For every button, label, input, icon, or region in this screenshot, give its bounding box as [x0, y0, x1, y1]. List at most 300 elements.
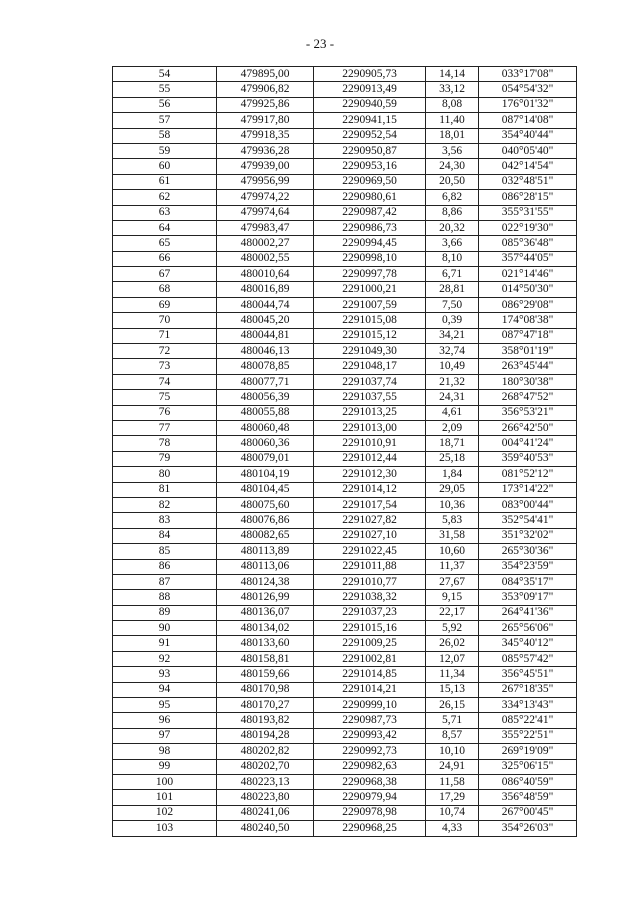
bearing-cell: 086°40'59"	[479, 774, 577, 789]
table-row	[113, 344, 577, 359]
table-row	[113, 513, 577, 528]
point-number-cell: 82	[113, 497, 217, 512]
distance-cell: 11,34	[426, 667, 479, 682]
point-number-cell: 85	[113, 544, 217, 559]
bearing-cell: 086°28'15"	[479, 190, 577, 205]
bearing-cell: 356°48'59"	[479, 790, 577, 805]
x-coordinate-cell: 479983,47	[217, 220, 314, 235]
table-row	[113, 528, 577, 543]
x-coordinate-cell: 480010,64	[217, 267, 314, 282]
y-coordinate-cell: 2290968,25	[314, 821, 426, 836]
y-coordinate-cell: 2291037,23	[314, 605, 426, 620]
table-row	[113, 113, 577, 128]
distance-cell: 22,17	[426, 605, 479, 620]
point-number-cell: 56	[113, 97, 217, 112]
bearing-cell: 081°52'12"	[479, 467, 577, 482]
point-number-cell: 73	[113, 359, 217, 374]
table-row	[113, 282, 577, 297]
table-row	[113, 574, 577, 589]
table-row	[113, 190, 577, 205]
point-number-cell: 69	[113, 297, 217, 312]
table-row	[113, 374, 577, 389]
bearing-cell: 040°05'40"	[479, 143, 577, 158]
distance-cell: 11,37	[426, 559, 479, 574]
y-coordinate-cell: 2290986,73	[314, 220, 426, 235]
y-coordinate-cell: 2290980,61	[314, 190, 426, 205]
y-coordinate-cell: 2291002,81	[314, 651, 426, 666]
y-coordinate-cell: 2291013,25	[314, 405, 426, 420]
bearing-cell: 265°56'06"	[479, 621, 577, 636]
table-row	[113, 790, 577, 805]
bearing-cell: 180°30'38"	[479, 374, 577, 389]
bearing-cell: 354°23'59"	[479, 559, 577, 574]
bearing-cell: 355°22'51"	[479, 728, 577, 743]
distance-cell: 20,32	[426, 220, 479, 235]
y-coordinate-cell: 2290969,50	[314, 174, 426, 189]
bearing-cell: 359°40'53"	[479, 451, 577, 466]
point-number-cell: 54	[113, 67, 217, 82]
bearing-cell: 356°45'51"	[479, 667, 577, 682]
bearing-cell: 087°14'08"	[479, 113, 577, 128]
point-number-cell: 94	[113, 682, 217, 697]
point-number-cell: 97	[113, 728, 217, 743]
distance-cell: 20,50	[426, 174, 479, 189]
table-row	[113, 267, 577, 282]
y-coordinate-cell: 2291010,77	[314, 574, 426, 589]
y-coordinate-cell: 2290982,63	[314, 759, 426, 774]
table-row	[113, 359, 577, 374]
point-number-cell: 76	[113, 405, 217, 420]
bearing-cell: 263°45'44"	[479, 359, 577, 374]
point-number-cell: 86	[113, 559, 217, 574]
distance-cell: 8,10	[426, 251, 479, 266]
bearing-cell: 267°18'35"	[479, 682, 577, 697]
point-number-cell: 77	[113, 420, 217, 435]
point-number-cell: 64	[113, 220, 217, 235]
bearing-cell: 345°40'12"	[479, 636, 577, 651]
bearing-cell: 265°30'36"	[479, 544, 577, 559]
x-coordinate-cell: 479917,80	[217, 113, 314, 128]
distance-cell: 5,92	[426, 621, 479, 636]
bearing-cell: 033°17'08"	[479, 67, 577, 82]
y-coordinate-cell: 2291027,10	[314, 528, 426, 543]
bearing-cell: 085°36'48"	[479, 236, 577, 251]
distance-cell: 8,08	[426, 97, 479, 112]
bearing-cell: 351°32'02"	[479, 528, 577, 543]
y-coordinate-cell: 2290905,73	[314, 67, 426, 82]
distance-cell: 29,05	[426, 482, 479, 497]
x-coordinate-cell: 480044,74	[217, 297, 314, 312]
point-number-cell: 91	[113, 636, 217, 651]
table-row	[113, 67, 577, 82]
distance-cell: 14,14	[426, 67, 479, 82]
x-coordinate-cell: 480134,02	[217, 621, 314, 636]
point-number-cell: 93	[113, 667, 217, 682]
table-row	[113, 774, 577, 789]
point-number-cell: 62	[113, 190, 217, 205]
point-number-cell: 84	[113, 528, 217, 543]
y-coordinate-cell: 2291000,21	[314, 282, 426, 297]
point-number-cell: 58	[113, 128, 217, 143]
table-row	[113, 297, 577, 312]
bearing-cell: 032°48'51"	[479, 174, 577, 189]
distance-cell: 4,33	[426, 821, 479, 836]
x-coordinate-cell: 479895,00	[217, 67, 314, 82]
point-number-cell: 75	[113, 390, 217, 405]
distance-cell: 10,74	[426, 805, 479, 820]
x-coordinate-cell: 480202,70	[217, 759, 314, 774]
distance-cell: 32,74	[426, 344, 479, 359]
y-coordinate-cell: 2290992,73	[314, 744, 426, 759]
point-number-cell: 102	[113, 805, 217, 820]
table-row	[113, 805, 577, 820]
table-row	[113, 159, 577, 174]
coordinates-table-body	[113, 67, 577, 837]
bearing-cell: 352°54'41"	[479, 513, 577, 528]
table-row	[113, 128, 577, 143]
bearing-cell: 054°54'32"	[479, 82, 577, 97]
y-coordinate-cell: 2290998,10	[314, 251, 426, 266]
y-coordinate-cell: 2290978,98	[314, 805, 426, 820]
table-row	[113, 82, 577, 97]
y-coordinate-cell: 2290979,94	[314, 790, 426, 805]
bearing-cell: 174°08'38"	[479, 313, 577, 328]
y-coordinate-cell: 2290952,54	[314, 128, 426, 143]
point-number-cell: 68	[113, 282, 217, 297]
y-coordinate-cell: 2290999,10	[314, 698, 426, 713]
y-coordinate-cell: 2290987,42	[314, 205, 426, 220]
y-coordinate-cell: 2290941,15	[314, 113, 426, 128]
y-coordinate-cell: 2291037,74	[314, 374, 426, 389]
table-row	[113, 759, 577, 774]
x-coordinate-cell: 480240,50	[217, 821, 314, 836]
table-row	[113, 744, 577, 759]
bearing-cell: 358°01'19"	[479, 344, 577, 359]
point-number-cell: 90	[113, 621, 217, 636]
y-coordinate-cell: 2290950,87	[314, 143, 426, 158]
point-number-cell: 92	[113, 651, 217, 666]
distance-cell: 18,71	[426, 436, 479, 451]
bearing-cell: 355°31'55"	[479, 205, 577, 220]
x-coordinate-cell: 480002,27	[217, 236, 314, 251]
x-coordinate-cell: 479974,22	[217, 190, 314, 205]
distance-cell: 28,81	[426, 282, 479, 297]
y-coordinate-cell: 2291015,08	[314, 313, 426, 328]
x-coordinate-cell: 480104,45	[217, 482, 314, 497]
x-coordinate-cell: 479936,28	[217, 143, 314, 158]
x-coordinate-cell: 480124,38	[217, 574, 314, 589]
x-coordinate-cell: 480082,65	[217, 528, 314, 543]
table-row	[113, 497, 577, 512]
point-number-cell: 67	[113, 267, 217, 282]
point-number-cell: 80	[113, 467, 217, 482]
bearing-cell: 087°47'18"	[479, 328, 577, 343]
x-coordinate-cell: 480170,27	[217, 698, 314, 713]
x-coordinate-cell: 480002,55	[217, 251, 314, 266]
bearing-cell: 022°19'30"	[479, 220, 577, 235]
x-coordinate-cell: 479956,99	[217, 174, 314, 189]
table-row	[113, 451, 577, 466]
distance-cell: 7,50	[426, 297, 479, 312]
y-coordinate-cell: 2291017,54	[314, 497, 426, 512]
table-row	[113, 313, 577, 328]
x-coordinate-cell: 480045,20	[217, 313, 314, 328]
distance-cell: 12,07	[426, 651, 479, 666]
point-number-cell: 63	[113, 205, 217, 220]
bearing-cell: 357°44'05"	[479, 251, 577, 266]
distance-cell: 5,83	[426, 513, 479, 528]
table-row	[113, 143, 577, 158]
point-number-cell: 103	[113, 821, 217, 836]
y-coordinate-cell: 2291038,32	[314, 590, 426, 605]
table-row	[113, 405, 577, 420]
point-number-cell: 70	[113, 313, 217, 328]
x-coordinate-cell: 480044,81	[217, 328, 314, 343]
y-coordinate-cell: 2291013,00	[314, 420, 426, 435]
bearing-cell: 021°14'46"	[479, 267, 577, 282]
distance-cell: 25,18	[426, 451, 479, 466]
x-coordinate-cell: 479906,82	[217, 82, 314, 97]
x-coordinate-cell: 480126,99	[217, 590, 314, 605]
x-coordinate-cell: 480016,89	[217, 282, 314, 297]
bearing-cell: 267°00'45"	[479, 805, 577, 820]
distance-cell: 34,21	[426, 328, 479, 343]
y-coordinate-cell: 2290953,16	[314, 159, 426, 174]
table-row	[113, 420, 577, 435]
point-number-cell: 78	[113, 436, 217, 451]
bearing-cell: 083°00'44"	[479, 497, 577, 512]
point-number-cell: 66	[113, 251, 217, 266]
bearing-cell: 042°14'54"	[479, 159, 577, 174]
distance-cell: 4,61	[426, 405, 479, 420]
distance-cell: 11,58	[426, 774, 479, 789]
x-coordinate-cell: 480078,85	[217, 359, 314, 374]
table-row	[113, 821, 577, 836]
bearing-cell: 085°57'42"	[479, 651, 577, 666]
point-number-cell: 101	[113, 790, 217, 805]
y-coordinate-cell: 2290997,78	[314, 267, 426, 282]
x-coordinate-cell: 480158,81	[217, 651, 314, 666]
x-coordinate-cell: 480223,13	[217, 774, 314, 789]
bearing-cell: 266°42'50"	[479, 420, 577, 435]
y-coordinate-cell: 2291009,25	[314, 636, 426, 651]
x-coordinate-cell: 480075,60	[217, 497, 314, 512]
x-coordinate-cell: 480202,82	[217, 744, 314, 759]
bearing-cell: 268°47'52"	[479, 390, 577, 405]
distance-cell: 18,01	[426, 128, 479, 143]
y-coordinate-cell: 2291015,12	[314, 328, 426, 343]
y-coordinate-cell: 2291048,17	[314, 359, 426, 374]
y-coordinate-cell: 2291012,30	[314, 467, 426, 482]
distance-cell: 11,40	[426, 113, 479, 128]
point-number-cell: 79	[113, 451, 217, 466]
bearing-cell: 356°53'21"	[479, 405, 577, 420]
y-coordinate-cell: 2291037,55	[314, 390, 426, 405]
bearing-cell: 334°13'43"	[479, 698, 577, 713]
table-row	[113, 97, 577, 112]
x-coordinate-cell: 479925,86	[217, 97, 314, 112]
distance-cell: 10,36	[426, 497, 479, 512]
y-coordinate-cell: 2291012,44	[314, 451, 426, 466]
distance-cell: 24,31	[426, 390, 479, 405]
table-row	[113, 436, 577, 451]
point-number-cell: 71	[113, 328, 217, 343]
distance-cell: 24,91	[426, 759, 479, 774]
distance-cell: 8,86	[426, 205, 479, 220]
y-coordinate-cell: 2290994,45	[314, 236, 426, 251]
distance-cell: 24,30	[426, 159, 479, 174]
table-row	[113, 328, 577, 343]
distance-cell: 27,67	[426, 574, 479, 589]
x-coordinate-cell: 480046,13	[217, 344, 314, 359]
table-row	[113, 636, 577, 651]
bearing-cell: 084°35'17"	[479, 574, 577, 589]
distance-cell: 3,66	[426, 236, 479, 251]
y-coordinate-cell: 2291022,45	[314, 544, 426, 559]
point-number-cell: 83	[113, 513, 217, 528]
table-row	[113, 651, 577, 666]
page-number: - 23 -	[305, 36, 335, 51]
x-coordinate-cell: 480241,06	[217, 805, 314, 820]
point-number-cell: 61	[113, 174, 217, 189]
x-coordinate-cell: 480194,28	[217, 728, 314, 743]
distance-cell: 1,84	[426, 467, 479, 482]
x-coordinate-cell: 480055,88	[217, 405, 314, 420]
table-row	[113, 667, 577, 682]
table-row	[113, 698, 577, 713]
y-coordinate-cell: 2290968,38	[314, 774, 426, 789]
bearing-cell: 004°41'24"	[479, 436, 577, 451]
point-number-cell: 55	[113, 82, 217, 97]
distance-cell: 17,29	[426, 790, 479, 805]
bearing-cell: 325°06'15"	[479, 759, 577, 774]
x-coordinate-cell: 479918,35	[217, 128, 314, 143]
point-number-cell: 59	[113, 143, 217, 158]
distance-cell: 5,71	[426, 713, 479, 728]
x-coordinate-cell: 480136,07	[217, 605, 314, 620]
distance-cell: 3,56	[426, 143, 479, 158]
y-coordinate-cell: 2291014,12	[314, 482, 426, 497]
table-row	[113, 559, 577, 574]
table-row	[113, 236, 577, 251]
y-coordinate-cell: 2291011,88	[314, 559, 426, 574]
table-row	[113, 682, 577, 697]
table-row	[113, 205, 577, 220]
x-coordinate-cell: 480079,01	[217, 451, 314, 466]
distance-cell: 26,15	[426, 698, 479, 713]
table-row	[113, 590, 577, 605]
y-coordinate-cell: 2290913,49	[314, 82, 426, 97]
y-coordinate-cell: 2291007,59	[314, 297, 426, 312]
table-row	[113, 467, 577, 482]
table-row	[113, 390, 577, 405]
point-number-cell: 60	[113, 159, 217, 174]
table-row	[113, 482, 577, 497]
bearing-cell: 173°14'22"	[479, 482, 577, 497]
distance-cell: 8,57	[426, 728, 479, 743]
distance-cell: 2,09	[426, 420, 479, 435]
table-row	[113, 713, 577, 728]
table-row	[113, 251, 577, 266]
bearing-cell: 354°26'03"	[479, 821, 577, 836]
table-row	[113, 174, 577, 189]
bearing-cell: 086°29'08"	[479, 297, 577, 312]
x-coordinate-cell: 480223,80	[217, 790, 314, 805]
x-coordinate-cell: 480159,66	[217, 667, 314, 682]
y-coordinate-cell: 2290987,73	[314, 713, 426, 728]
point-number-cell: 96	[113, 713, 217, 728]
x-coordinate-cell: 479974,64	[217, 205, 314, 220]
point-number-cell: 65	[113, 236, 217, 251]
distance-cell: 0,39	[426, 313, 479, 328]
x-coordinate-cell: 480113,89	[217, 544, 314, 559]
distance-cell: 9,15	[426, 590, 479, 605]
y-coordinate-cell: 2291015,16	[314, 621, 426, 636]
bearing-cell: 354°40'44"	[479, 128, 577, 143]
x-coordinate-cell: 479939,00	[217, 159, 314, 174]
x-coordinate-cell: 480077,71	[217, 374, 314, 389]
bearing-cell: 353°09'17"	[479, 590, 577, 605]
y-coordinate-cell: 2291014,21	[314, 682, 426, 697]
distance-cell: 6,82	[426, 190, 479, 205]
y-coordinate-cell: 2290993,42	[314, 728, 426, 743]
x-coordinate-cell: 480076,86	[217, 513, 314, 528]
x-coordinate-cell: 480170,98	[217, 682, 314, 697]
point-number-cell: 100	[113, 774, 217, 789]
distance-cell: 15,13	[426, 682, 479, 697]
x-coordinate-cell: 480133,60	[217, 636, 314, 651]
distance-cell: 10,60	[426, 544, 479, 559]
point-number-cell: 57	[113, 113, 217, 128]
y-coordinate-cell: 2290940,59	[314, 97, 426, 112]
y-coordinate-cell: 2291049,30	[314, 344, 426, 359]
x-coordinate-cell: 480060,36	[217, 436, 314, 451]
x-coordinate-cell: 480193,82	[217, 713, 314, 728]
distance-cell: 6,71	[426, 267, 479, 282]
y-coordinate-cell: 2291014,85	[314, 667, 426, 682]
point-number-cell: 98	[113, 744, 217, 759]
bearing-cell: 269°19'09"	[479, 744, 577, 759]
table-row	[113, 728, 577, 743]
distance-cell: 10,10	[426, 744, 479, 759]
distance-cell: 10,49	[426, 359, 479, 374]
distance-cell: 26,02	[426, 636, 479, 651]
x-coordinate-cell: 480113,06	[217, 559, 314, 574]
bearing-cell: 264°41'36"	[479, 605, 577, 620]
point-number-cell: 87	[113, 574, 217, 589]
bearing-cell: 014°50'30"	[479, 282, 577, 297]
y-coordinate-cell: 2291010,91	[314, 436, 426, 451]
point-number-cell: 74	[113, 374, 217, 389]
x-coordinate-cell: 480060,48	[217, 420, 314, 435]
table-row	[113, 544, 577, 559]
point-number-cell: 81	[113, 482, 217, 497]
point-number-cell: 88	[113, 590, 217, 605]
distance-cell: 21,32	[426, 374, 479, 389]
y-coordinate-cell: 2291027,82	[314, 513, 426, 528]
x-coordinate-cell: 480056,39	[217, 390, 314, 405]
distance-cell: 31,58	[426, 528, 479, 543]
point-number-cell: 95	[113, 698, 217, 713]
table-row	[113, 605, 577, 620]
coordinates-table	[112, 66, 577, 837]
point-number-cell: 72	[113, 344, 217, 359]
point-number-cell: 99	[113, 759, 217, 774]
bearing-cell: 176°01'32"	[479, 97, 577, 112]
distance-cell: 33,12	[426, 82, 479, 97]
table-row	[113, 220, 577, 235]
x-coordinate-cell: 480104,19	[217, 467, 314, 482]
